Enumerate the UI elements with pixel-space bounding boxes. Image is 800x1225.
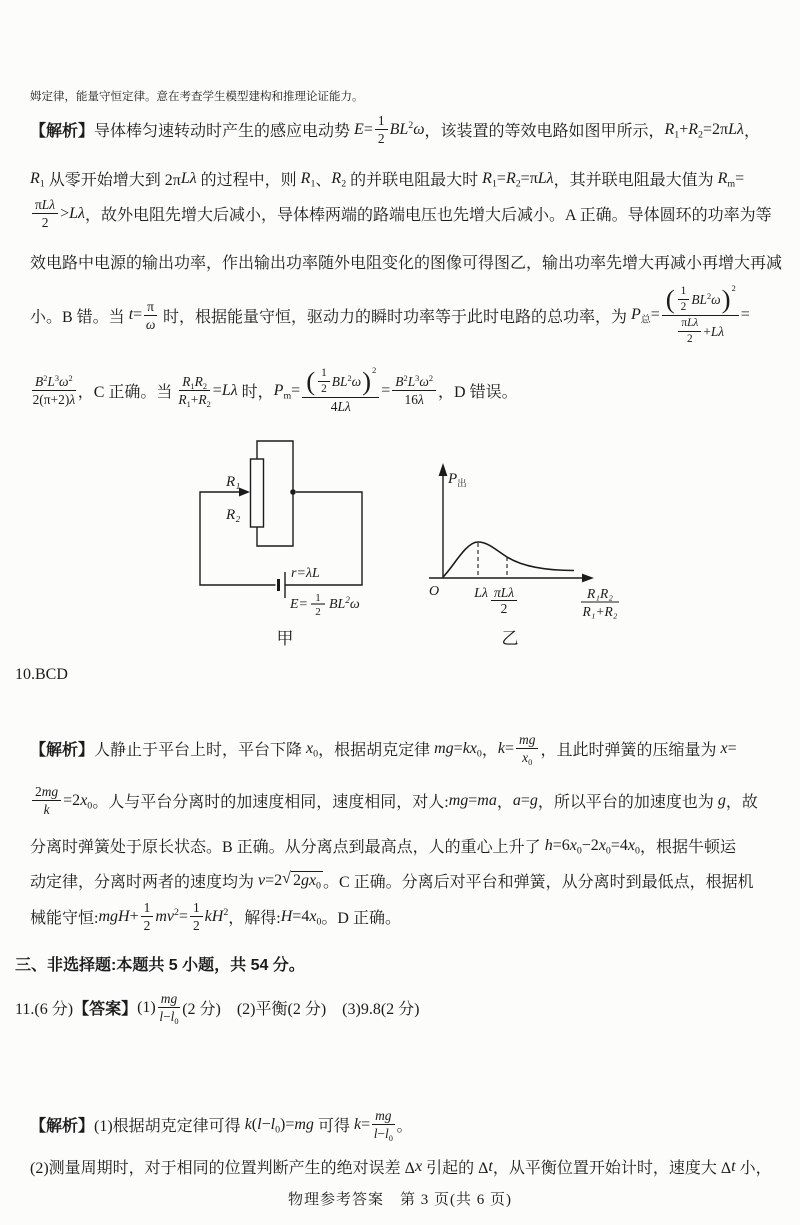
q11-analysis-line-1: 【解析】 (1)根据胡克定律可得 k ( l − $l_0$ )= mg 可得 k = mg l − $l_0$ 。 [30,1108,413,1144]
q10-analysis-line-5: 械能守恒: mgH + $\frac{1}{2}$ $mv^2$ = $\frac{1}{2}$ $kH^2$ ，解得: H =4 $x_0$ 。D 正确。 [30,900,401,934]
q11-answer-line: 11.(6 分) 【答案】 (1) mg l − $l_0$ (2 分) (2)平衡(2 分) (3)9.8(2 分) [15,991,420,1027]
power-curve [443,542,574,577]
figure-circuit-jia [200,441,362,598]
junction-node-dot [290,489,296,495]
label-emf-suffix: $BL^2\omega$ [329,595,360,612]
q11-analysis-line-2: (2)测量周期时，对于相同的位置判断产生的绝对误差 Δ x 引起的 Δ t ，从平衡位置开始计时，速度大 Δ t 小， [30,1157,772,1177]
label-r2: R₂ [226,507,241,523]
label-emf-frac-num: 1 [315,592,321,604]
label-emf-frac-den: 2 [315,606,321,618]
q10-analysis-line-1: 【解析】 人静止于平台上时，平台下降 $x_0$ ，根据胡克定律 mg = $kx_0$ ， k = $\frac{mg}{x_0}$ ，且此时弹簧的压缩量为 x = [30,732,737,768]
caption-jia: 甲 [276,629,294,648]
tick-label-pi-frac-num: πLλ [493,585,515,600]
caption-yi: 乙 [501,629,519,648]
q9-analysis-line-1: 【解析】 导体棒匀速转动时产生的感应电动势 E = $\frac{1}{2}$ $BL^2$ ω ，该装置的等效电路如图甲所示， $R_1$ + $R_2$ =2π Lλ ， [30,113,760,147]
tick-label-l-lambda: Lλ [474,586,488,601]
y-axis-label: $P_出$ [448,471,467,490]
tick-label-pi-frac-den: 2 [500,601,508,616]
x-axis-label-den: R₁+R₂ [582,604,618,619]
origin-label: O [428,584,440,599]
q9-commentary-line: 姆定律，能量守恒定律。意在考查学生模型建构和推理论证能力。 [30,91,364,103]
q10-analysis-line-4: 动定律，分离时两者的速度均为 v =2 √ $2gx_0$ 。C 正确。分离后对平台和弹簧，从分离时到最低点，根据机 [30,870,754,892]
slider-arrowhead [239,488,250,497]
y-axis-arrowhead [439,463,448,476]
section-3-heading: 三、非选择题:本题共 5 小题，共 54 分。 [15,957,305,974]
q10-analysis-line-2: 2 mg k =2 $x_0$ 。人与平台分离时的加速度相同，速度相同，对人: mg = ma ， a = g ，所以平台的加速度也为 g ，故 [30,784,758,818]
q9-analysis-line-3: π Lλ 2 > Lλ ，故外电阻先增大后减小，导体棒两端的路端电压也先增大后减小。A 正确。导体圆环的功率为等 [30,197,772,231]
label-internal-resistance: r=λL [291,566,320,581]
x-axis-label-num: R₁R₂ [587,586,613,601]
q10-analysis-line-3: 分离时弹簧处于原长状态。B 正确。从分离点到最高点，人的重心上升了 h =6 $x_0$ −2 $x_0$ =4 $x_0$ ，根据牛顿运 [30,836,736,856]
label-emf-prefix: E= [290,597,308,612]
resistor-body [251,459,264,527]
page-footer: 物理参考答案 第 3 页(共 6 页) [288,1192,512,1208]
q9-analysis-line-6: $B^2$ $L^3$ $\omega^2$ 2(π+2) λ ，C 正确。当 $R_1$ $R_2$ $R_1$ + $R_2$ = Lλ 时， $P_m$ = ( $\frac{1}{2}$ $BL^2$ ω ) $^2$ 4 Lλ = $B^2$ $L^3$ $\omega^2$ 16 λ ，D 错误。 [32,366,518,414]
q10-answer: 10.BCD [15,666,68,683]
q9-analysis-line-4: 效电路中电源的输出功率，作出输出功率随外电阻变化的图像可得图乙，输出功率先增大再减小再增大再减 [30,255,783,272]
q9-analysis-line-2: $R_1$ 从零开始增大到 2π Lλ 的过程中，则 $R_1$ 、 $R_2$ 的并联电阻最大时 $R_1$ = $R_2$ =π Lλ ，其并联电阻最大值为 $R_m$ = [30,169,745,189]
label-r1: R₁ [226,474,241,490]
q9-analysis-line-5: 小。B 错。当 t = $\frac{\pi}{\omega}$ 时，根据能量守恒，驱动力的瞬时功率等于此时电路的总功率，为 $P_总$ = ( $\frac{1}{2}$ $BL^2$ ω ) $^2$ π Lλ 2 + Lλ = [30,284,750,345]
x-axis-arrowhead [582,574,594,583]
